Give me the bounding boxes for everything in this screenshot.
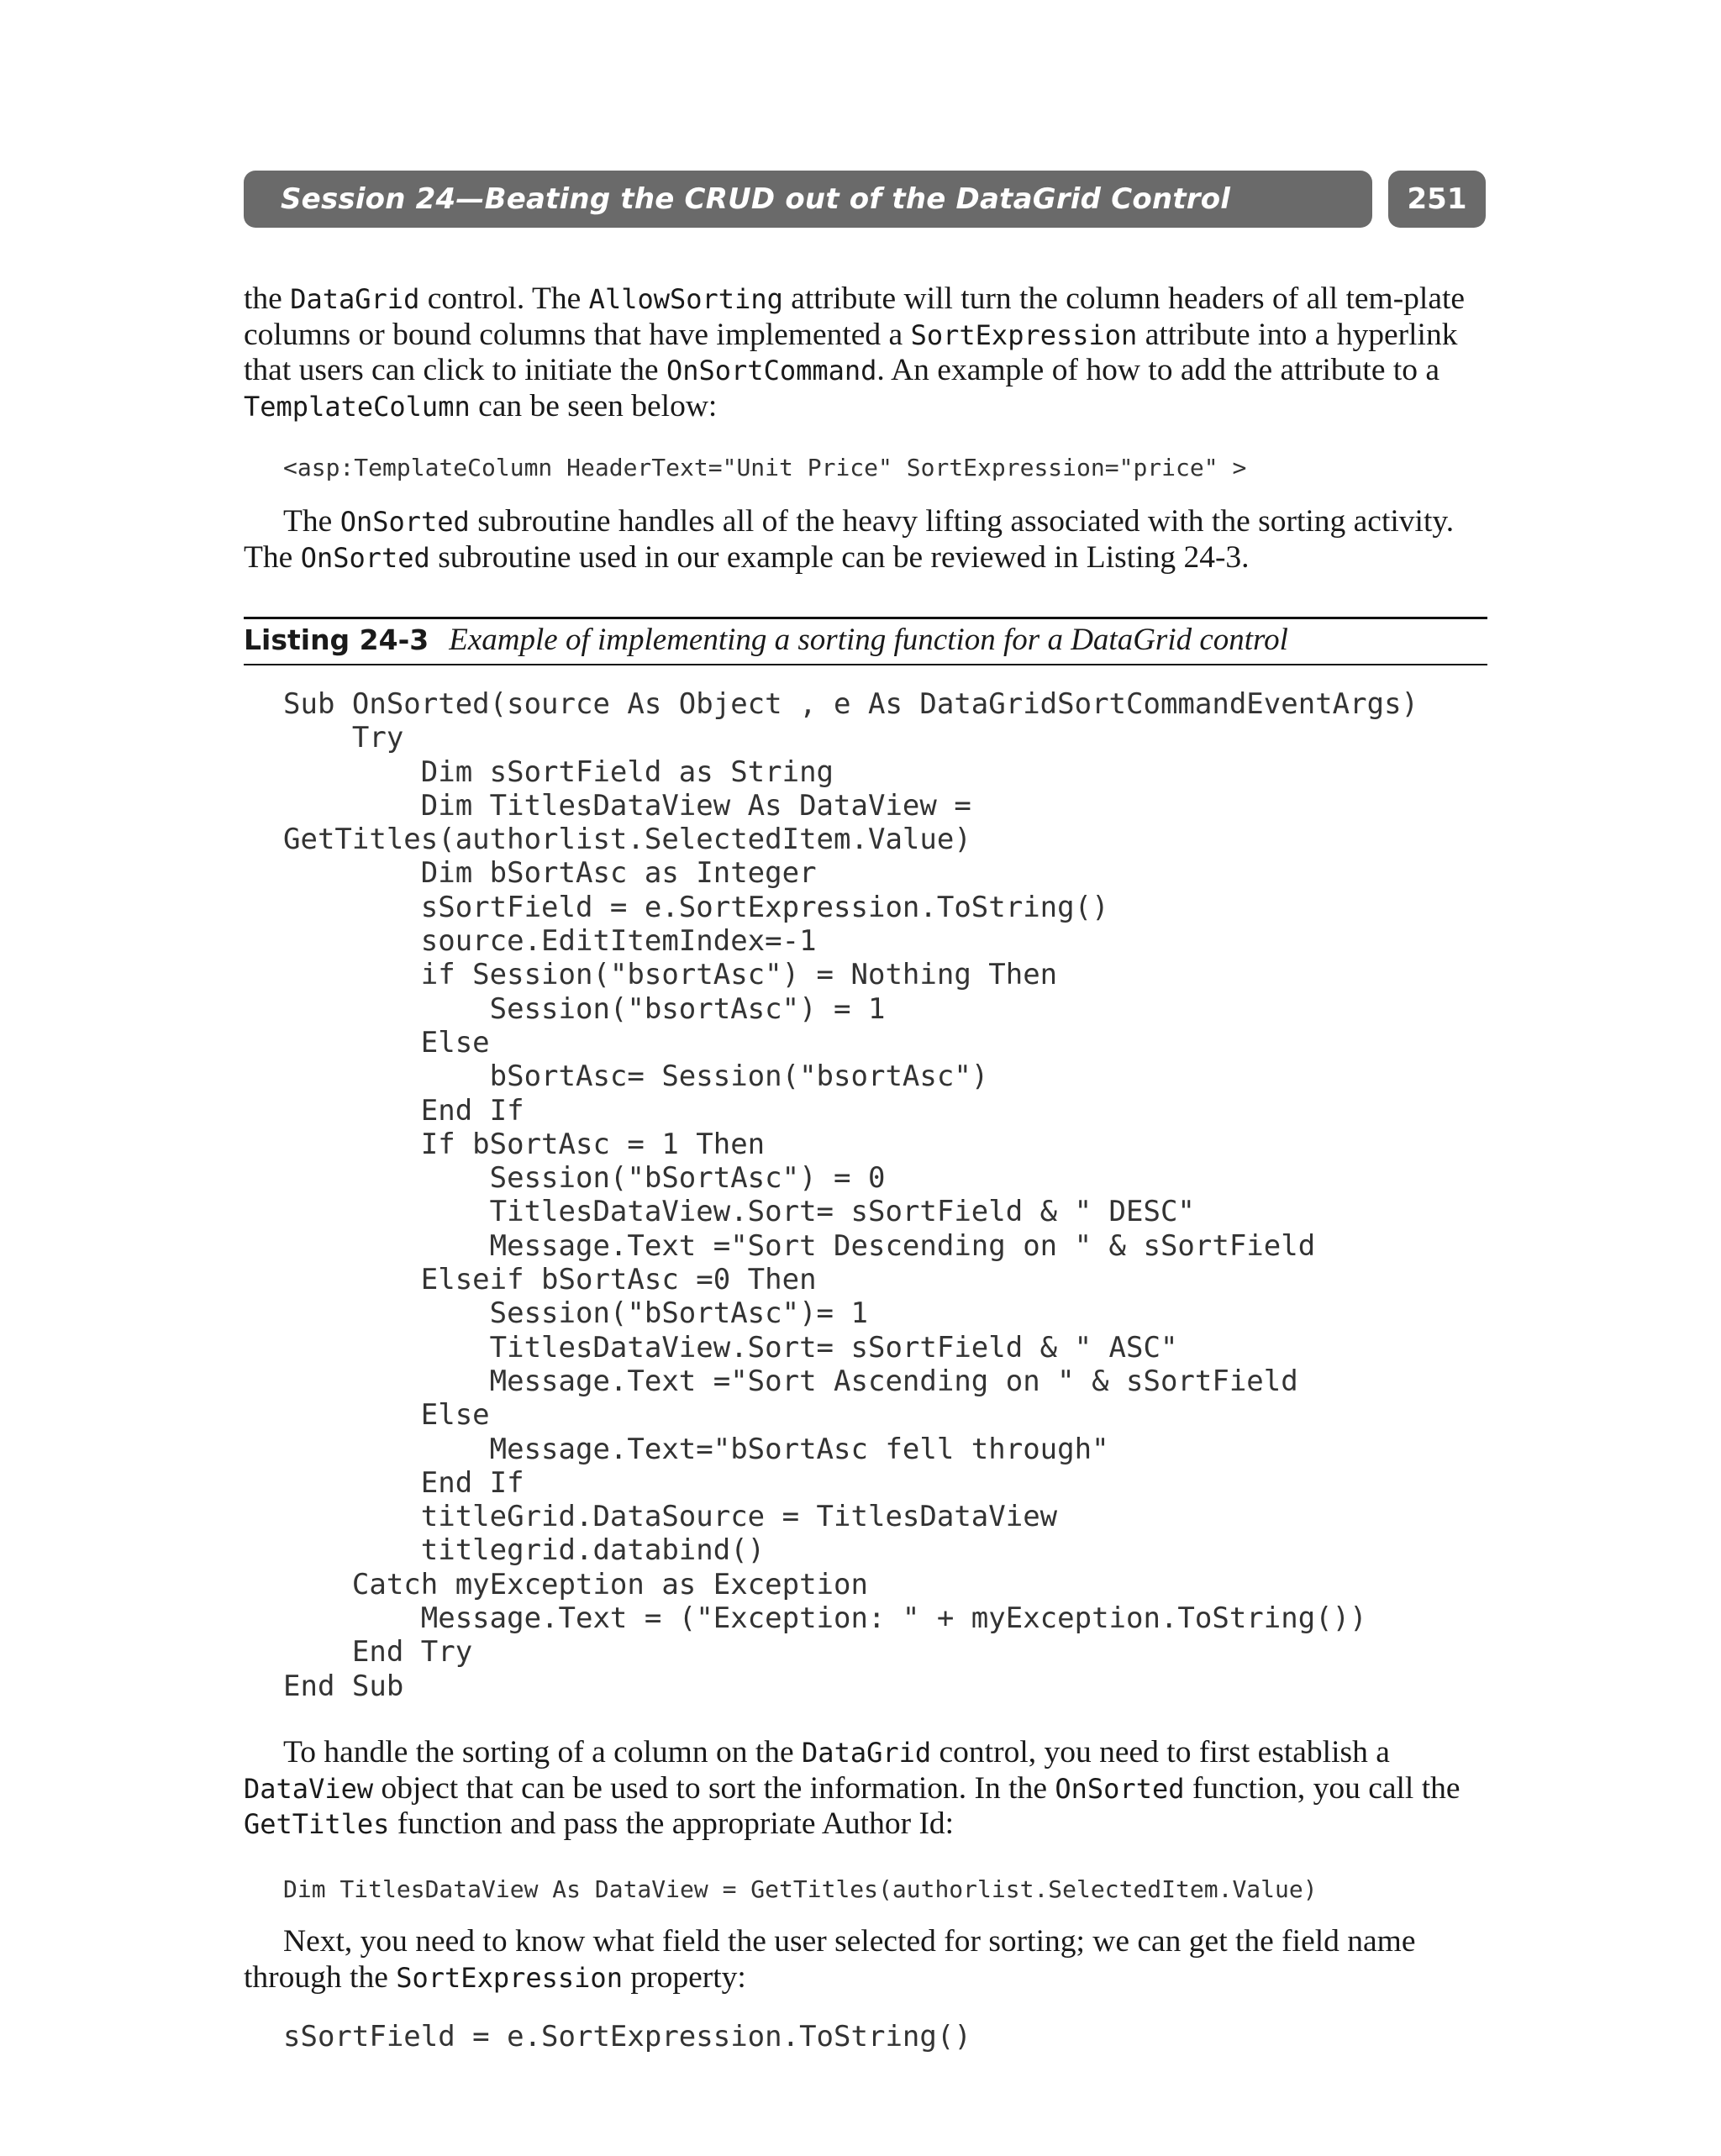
page-number-box: [1388, 171, 1486, 228]
listing-top-rule: [244, 617, 1487, 619]
inline-code: OnSorted: [339, 506, 470, 538]
listing-label: Listing 24-3: [244, 623, 429, 656]
inline-code: TemplateColumn: [244, 390, 471, 423]
listing-bottom-rule: [244, 664, 1487, 665]
running-header: [244, 171, 1372, 228]
listing-code-block: Sub OnSorted(source As Object , e As DataGridSortCommandEventArgs) Try Dim sSortField as String Dim TitlesDataView As DataView = GetTitles(authorlist.SelectedItem.Value) Dim bSortAsc as Integer sSortField = e.SortExpression.ToString() source.EditItemIndex=-1 if Session("bsortAsc") = Nothing Then Session("bsortAsc") = 1 Else bSortAsc= Session("bsortAsc") End If If bSortAsc = 1 Then Session("bSortAsc") = 0 TitlesDataView.Sort= sSortField & " DESC" Message.Text ="Sort Descending on " & sSortField Elseif bSortAsc =0 Then Session("bSortAsc")= 1 TitlesDataView.Sort= sSortField & " ASC" Message.Text ="Sort Ascending on " & sSortField Else Message.Text="bSortAsc fell through" End If titleGrid.DataSource = TitlesDataView titlegrid.databind() Catch myException as Exception Message.Text = ("Exception: " + myException.ToString()) End Try End Sub: [283, 687, 1419, 1703]
inline-code: SortExpression: [396, 1961, 623, 1994]
body-paragraph-1: the DataGrid control. The AllowSorting attribute will turn the column headers of all tem-plate columns or bound columns that have implemented a SortExpression attribute into a hyperlink that users can click to initiate the OnSortCommand. An example of how to add the attribute to a TemplateColumn can be seen below:: [244, 281, 1466, 423]
inline-code: DataGrid: [290, 283, 420, 315]
inline-code: OnSortCommand: [666, 355, 877, 387]
running-header-title: Session 24—Beating the CRUD out of the DataGrid Control: [281, 182, 1231, 216]
code-snippet-template-column: <asp:TemplateColumn HeaderText="Unit Price" SortExpression="price" >: [283, 454, 1247, 481]
inline-code: AllowSorting: [588, 283, 783, 315]
body-paragraph-4: Next, you need to know what field the user selected for sorting; we can get the field name through the SortExpression property:: [244, 1924, 1416, 1995]
listing-caption-text: Example of implementing a sorting function for a DataGrid control: [449, 623, 1288, 657]
inline-code: DataGrid: [802, 1737, 932, 1769]
inline-code: OnSorted: [300, 541, 430, 574]
body-paragraph-3: To handle the sorting of a column on the DataGrid control, you need to first establish a DataView object that can be used to sort the information. In the OnSorted function, you call the GetTitles function and pass the appropriate Author Id:: [244, 1735, 1460, 1841]
body-paragraph-2: The OnSorted subroutine handles all of the heavy lifting associated with the sorting activity. The OnSorted subroutine used in our example can be reviewed in Listing 24-3.: [244, 504, 1455, 575]
inline-code: SortExpression: [910, 318, 1138, 351]
inline-code: DataView: [244, 1772, 374, 1805]
page-number: 251: [1407, 182, 1467, 216]
code-snippet-sort-field: sSortField = e.SortExpression.ToString(): [283, 2020, 971, 2053]
inline-code: GetTitles: [244, 1808, 390, 1840]
code-snippet-get-titles: Dim TitlesDataView As DataView = GetTitles(authorlist.SelectedItem.Value): [283, 1875, 1318, 1903]
inline-code: OnSorted: [1055, 1772, 1185, 1805]
listing-caption: [244, 622, 1487, 659]
